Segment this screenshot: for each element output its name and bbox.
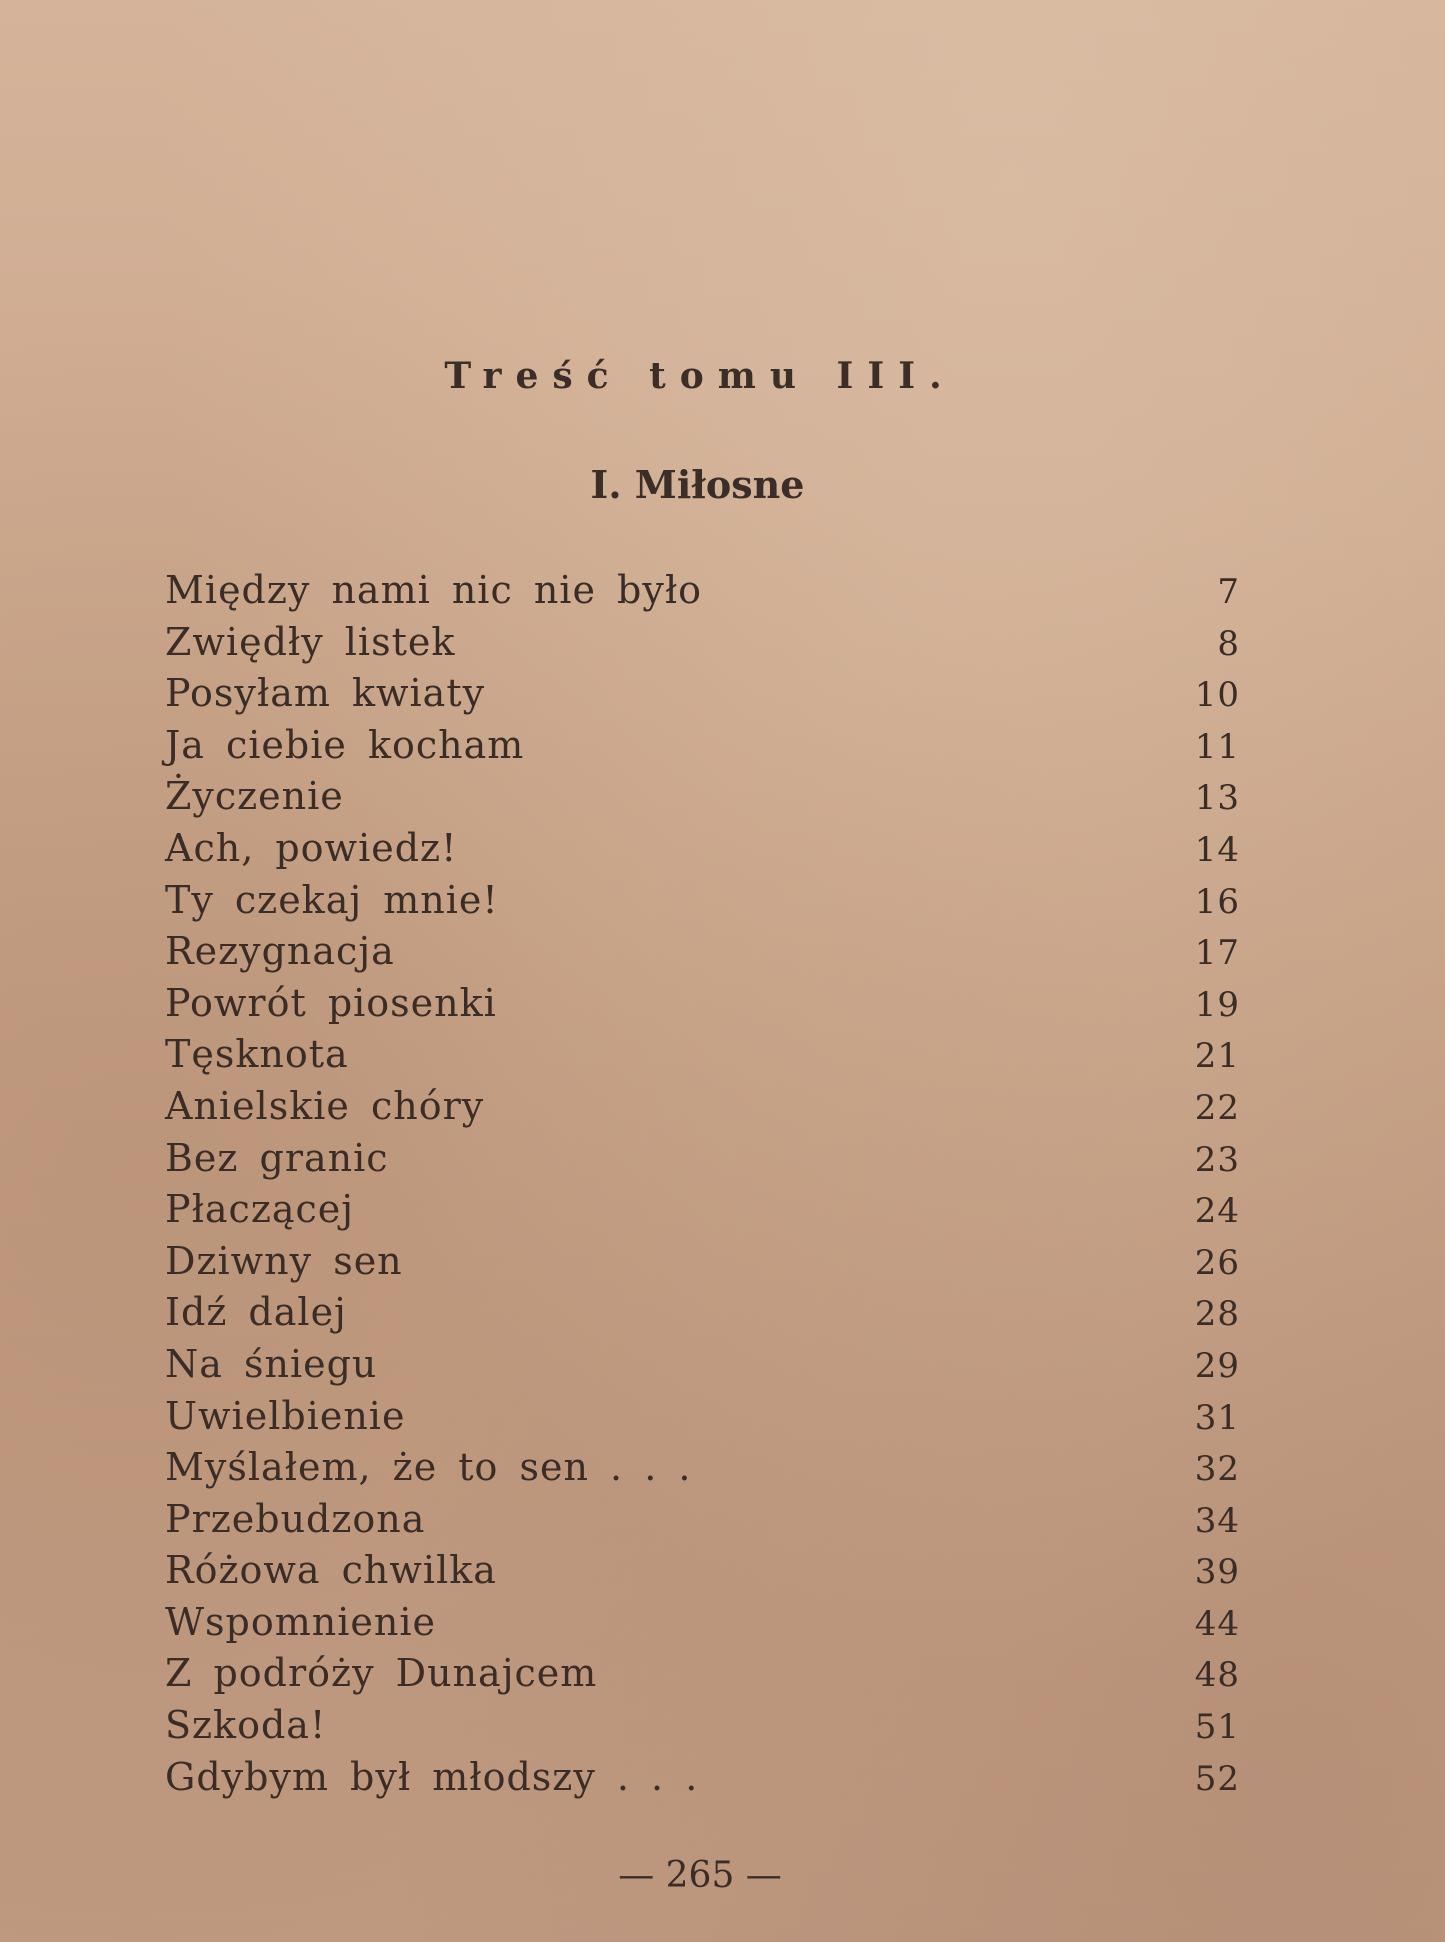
toc-entry-title: Zwiędły listek	[165, 619, 456, 664]
toc-entry-page: 16	[1194, 881, 1240, 922]
toc-entry-page: 11	[1194, 726, 1240, 767]
toc-entry	[165, 1084, 1240, 1136]
toc-entry-page: 44	[1194, 1603, 1240, 1644]
toc-entry-title: Posyłam kwiaty	[165, 671, 486, 716]
toc-entry-page: 24	[1194, 1191, 1240, 1232]
toc-entry	[165, 1239, 1240, 1291]
toc-entry-title: Myślałem, że to sen . . .	[165, 1445, 692, 1490]
toc-entry-title: Tęsknota	[165, 1032, 349, 1077]
toc-entry	[165, 1600, 1240, 1652]
toc-entry	[165, 1548, 1240, 1600]
toc-entry-title: Anielskie chóry	[165, 1083, 485, 1128]
toc-entry	[165, 1651, 1240, 1703]
toc-entry-title: Z podróży Dunajcem	[165, 1651, 598, 1696]
toc-entry-page: 21	[1194, 1036, 1240, 1077]
toc-entry-title: Ja ciebie kocham	[165, 722, 525, 767]
table-of-contents	[165, 568, 1240, 1806]
toc-entry-title: Różowa chwilka	[165, 1548, 497, 1593]
toc-entry-page: 14	[1194, 829, 1240, 870]
toc-entry-page: 7	[1217, 572, 1240, 612]
toc-entry	[165, 826, 1240, 878]
toc-entry-page: 23	[1194, 1139, 1240, 1180]
page-number: — 265 —	[618, 1855, 782, 1896]
toc-entry	[165, 1394, 1240, 1446]
toc-entry	[165, 1445, 1240, 1497]
toc-entry	[165, 929, 1240, 981]
toc-entry-title: Rezygnacja	[165, 929, 395, 974]
section-title: I. Miłosne	[590, 462, 805, 507]
toc-entry-page: 34	[1194, 1500, 1240, 1541]
toc-entry	[165, 981, 1240, 1033]
toc-entry-page: 51	[1194, 1707, 1240, 1748]
toc-entry-page: 19	[1194, 984, 1240, 1025]
toc-entry-title: Uwielbienie	[165, 1393, 406, 1438]
toc-entry-page: 26	[1194, 1242, 1240, 1283]
toc-entry	[165, 1032, 1240, 1084]
toc-entry	[165, 1136, 1240, 1188]
toc-entry-title: Gdybym był młodszy . . .	[165, 1754, 699, 1799]
toc-entry-title: Życzenie	[165, 774, 344, 819]
toc-entry-page: 39	[1194, 1552, 1240, 1593]
toc-entry-title: Na śniegu	[165, 1341, 378, 1386]
toc-entry-title: Ty czekaj mnie!	[165, 877, 499, 922]
toc-entry-page: 52	[1194, 1758, 1240, 1799]
toc-entry	[165, 568, 1240, 620]
toc-entry	[165, 1755, 1240, 1807]
toc-entry	[165, 878, 1240, 930]
toc-entry	[165, 620, 1240, 672]
toc-entry-page: 32	[1194, 1449, 1240, 1490]
toc-entry-page: 29	[1194, 1345, 1240, 1386]
toc-entry-page: 10	[1194, 675, 1240, 716]
toc-entry-page: 8	[1217, 623, 1240, 664]
toc-entry-title: Idź dalej	[165, 1290, 347, 1335]
toc-entry	[165, 723, 1240, 775]
toc-entry	[165, 1342, 1240, 1394]
toc-entry-page: 17	[1194, 933, 1240, 974]
toc-entry-page: 13	[1194, 778, 1240, 819]
toc-entry	[165, 671, 1240, 723]
toc-entry	[165, 1703, 1240, 1755]
toc-entry-title: Przebudzona	[165, 1496, 426, 1541]
toc-entry-page: 28	[1194, 1294, 1240, 1335]
volume-title: Treść tomu III.	[444, 355, 956, 397]
toc-entry-page: 22	[1194, 1087, 1240, 1128]
toc-entry	[165, 1290, 1240, 1342]
toc-entry-title: Dziwny sen	[165, 1238, 403, 1283]
toc-entry-title: Płaczącej	[165, 1187, 355, 1232]
toc-entry-title: Szkoda!	[165, 1703, 327, 1748]
toc-entry-page: 48	[1194, 1655, 1240, 1696]
toc-entry-title: Powrót piosenki	[165, 980, 497, 1025]
toc-entry-title: Bez granic	[165, 1135, 389, 1180]
toc-entry-title: Ach, powiedz!	[165, 825, 458, 870]
toc-entry-title: Między nami nic nie było	[165, 568, 703, 612]
toc-entry-title: Wspomnienie	[165, 1599, 437, 1644]
toc-entry-page: 31	[1194, 1397, 1240, 1438]
toc-entry	[165, 1497, 1240, 1549]
toc-entry	[165, 1187, 1240, 1239]
toc-entry	[165, 774, 1240, 826]
